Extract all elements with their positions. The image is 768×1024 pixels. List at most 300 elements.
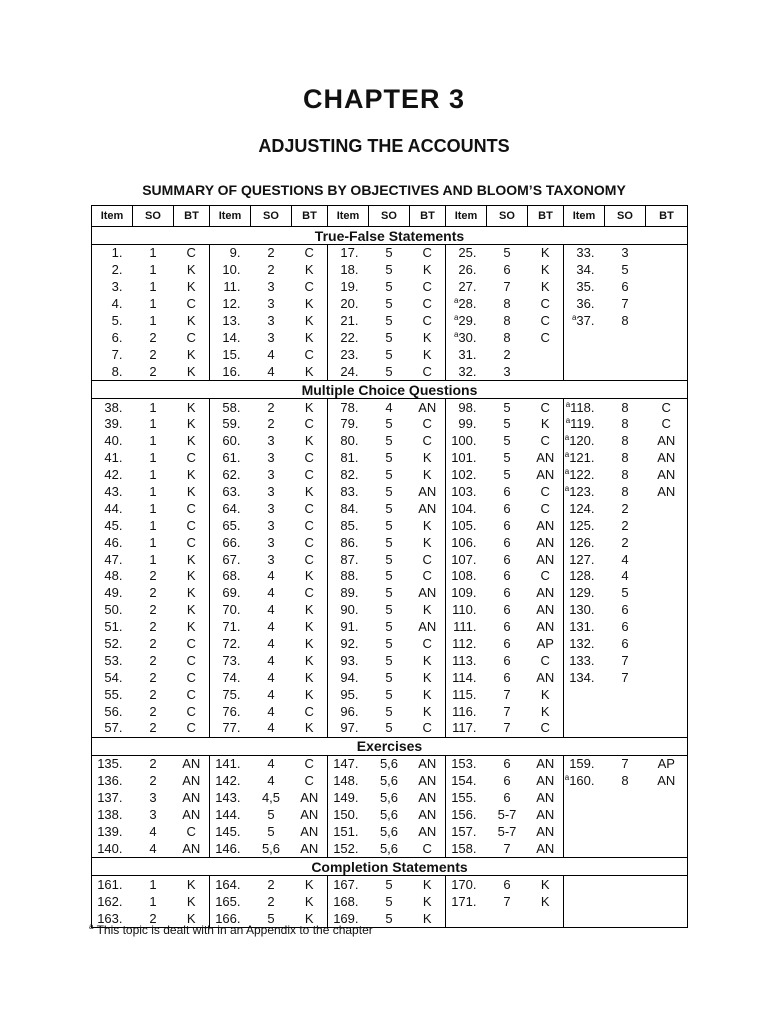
item-cell: 135.	[92, 755, 133, 772]
item-cell: 169.	[328, 910, 369, 927]
bt-cell: C	[410, 416, 446, 433]
item-cell: 61.	[210, 450, 251, 467]
item-cell: 115.	[446, 686, 487, 703]
bt-cell: C	[174, 450, 210, 467]
bt-cell: K	[174, 568, 210, 585]
table-row	[92, 773, 688, 790]
item-cell: 22.	[328, 329, 369, 346]
so-cell: 6	[621, 602, 629, 618]
so-cell: 4	[267, 636, 275, 652]
item-cell: 101.	[446, 450, 487, 467]
bt-cell: K	[528, 686, 564, 703]
item-cell: 79.	[328, 416, 369, 433]
footnote-text: This topic is dealt with in an Appendix to the chapter	[93, 923, 373, 937]
section-header-row	[92, 227, 688, 245]
item-cell: 87.	[328, 551, 369, 568]
bt-cell: AN	[410, 399, 446, 416]
so-cell: 8	[621, 313, 629, 328]
item-cell: 26.	[446, 262, 487, 279]
so-cell	[605, 363, 646, 380]
so-cell: 6	[503, 534, 511, 550]
so-cell: 5	[503, 399, 511, 415]
bt-cell: C	[292, 416, 328, 433]
bt-cell: K	[174, 619, 210, 636]
bt-cell: AN	[174, 840, 210, 857]
so-cell: 4	[133, 840, 174, 857]
so-cell: 1	[149, 517, 157, 533]
item-cell: 102.	[446, 467, 487, 484]
item-cell: 6.	[92, 329, 133, 346]
bt-cell	[646, 534, 688, 551]
item-cell: 24.	[328, 363, 369, 380]
bt-cell: C	[410, 296, 446, 313]
column-header: SO	[487, 206, 528, 227]
bt-cell: AN	[528, 790, 564, 807]
item-cell: 134.	[564, 669, 605, 686]
item-cell: 157.	[446, 824, 487, 841]
so-cell: 3	[621, 245, 629, 261]
table-row	[92, 807, 688, 824]
table-row	[92, 329, 688, 346]
so-cell: 5	[385, 893, 393, 909]
so-cell: 6	[503, 568, 511, 584]
item-cell: 15.	[210, 346, 251, 363]
bt-cell: C	[174, 245, 210, 262]
bt-cell	[528, 346, 564, 363]
item-cell: 81.	[328, 450, 369, 467]
so-cell: 5	[369, 720, 410, 737]
so-cell: 2	[149, 568, 157, 584]
bt-cell: K	[174, 551, 210, 568]
bt-cell: C	[174, 636, 210, 653]
bt-cell: AN	[410, 500, 446, 517]
so-cell: 5	[267, 807, 275, 823]
bt-cell: AN	[528, 585, 564, 602]
bt-cell: C	[528, 484, 564, 501]
bt-cell: K	[528, 876, 564, 893]
bt-cell: K	[528, 416, 564, 433]
table-row	[92, 585, 688, 602]
item-cell	[564, 703, 605, 720]
so-cell: 1	[149, 534, 157, 550]
bt-cell	[646, 500, 688, 517]
so-cell: 1	[149, 500, 157, 516]
section-title: True-False Statements	[92, 227, 688, 245]
item-cell: 143.	[210, 790, 251, 807]
bt-cell: K	[292, 433, 328, 450]
so-cell: 4	[267, 652, 275, 668]
item-cell: 14.	[210, 329, 251, 346]
bt-cell: AN	[410, 773, 446, 790]
so-cell: 4	[251, 363, 292, 380]
bt-cell: AN	[410, 619, 446, 636]
so-cell: 3	[267, 517, 275, 533]
item-cell: 167.	[328, 876, 369, 893]
item-cell: 54.	[92, 669, 133, 686]
item-cell: 20.	[328, 296, 369, 313]
item-cell: 141.	[210, 755, 251, 772]
so-cell: 7	[487, 720, 528, 737]
table-row	[92, 602, 688, 619]
item-cell: 91.	[328, 619, 369, 636]
item-cell: 25.	[446, 245, 487, 262]
item-cell: 107.	[446, 551, 487, 568]
so-cell: 1	[149, 467, 157, 483]
bt-cell: C	[292, 245, 328, 262]
item-cell: 163.	[92, 910, 133, 927]
chapter-title: CHAPTER 3	[302, 84, 466, 114]
so-cell: 2	[267, 876, 275, 892]
so-cell: 5	[385, 296, 393, 312]
so-cell: 5	[385, 551, 393, 567]
so-cell: 6	[503, 636, 511, 652]
so-cell: 8	[621, 773, 629, 789]
bt-cell: K	[292, 262, 328, 279]
item-cell: 95.	[328, 686, 369, 703]
bt-cell: K	[174, 876, 210, 893]
bt-cell: C	[410, 279, 446, 296]
bt-cell: K	[410, 686, 446, 703]
so-cell: 4	[621, 551, 629, 567]
summary-table	[91, 205, 688, 928]
so-cell: 7	[503, 279, 511, 295]
item-cell: 59.	[210, 416, 251, 433]
item-cell: 106.	[446, 534, 487, 551]
item-cell: 53.	[92, 652, 133, 669]
so-cell: 2	[503, 346, 511, 362]
item-number: 29.	[458, 313, 477, 328]
item-cell: 165.	[210, 893, 251, 910]
bt-cell: K	[292, 720, 328, 737]
so-cell: 4	[267, 756, 275, 772]
so-cell: 7	[621, 296, 629, 312]
bt-cell: C	[292, 703, 328, 720]
section-header-row	[92, 737, 688, 755]
bt-cell: K	[174, 602, 210, 619]
so-cell: 2	[267, 893, 275, 909]
bt-cell: AN	[174, 790, 210, 807]
item-cell: 23.	[328, 346, 369, 363]
bt-cell	[646, 636, 688, 653]
item-cell: 146.	[210, 840, 251, 857]
appendix-mark: a	[565, 399, 571, 409]
bt-cell: C	[410, 720, 446, 737]
so-cell: 4	[267, 686, 275, 702]
so-cell	[605, 824, 646, 841]
item-cell	[564, 484, 605, 501]
so-cell: 3	[267, 484, 275, 500]
bt-cell: C	[174, 824, 210, 841]
bt-cell: AN	[292, 807, 328, 824]
item-cell: 46.	[92, 534, 133, 551]
item-cell: 38.	[92, 399, 133, 416]
bt-cell: C	[528, 652, 564, 669]
bt-cell: K	[292, 876, 328, 893]
so-cell: 6	[503, 619, 511, 635]
so-cell: 4	[621, 568, 629, 584]
so-cell: 2	[133, 720, 174, 737]
item-cell	[564, 329, 605, 346]
so-cell: 6	[503, 517, 511, 533]
item-cell: 55.	[92, 686, 133, 703]
so-cell: 7	[621, 669, 629, 685]
item-cell: 66.	[210, 534, 251, 551]
item-cell: 12.	[210, 296, 251, 313]
item-cell: 149.	[328, 790, 369, 807]
bt-cell: AN	[646, 433, 688, 450]
item-cell: 156.	[446, 807, 487, 824]
so-cell: 5	[385, 450, 393, 466]
bt-cell	[646, 279, 688, 296]
bt-cell: C	[528, 500, 564, 517]
table-row	[92, 262, 688, 279]
so-cell: 1	[149, 313, 157, 328]
so-cell: 4	[267, 619, 275, 635]
so-cell: 2	[267, 416, 275, 432]
so-cell: 5,6	[379, 790, 399, 806]
so-cell: 5,6	[379, 823, 399, 839]
so-cell: 7	[621, 652, 629, 668]
table-row	[92, 467, 688, 484]
so-cell: 6	[503, 669, 511, 685]
so-cell: 5	[503, 450, 511, 466]
item-cell: 145.	[210, 824, 251, 841]
so-cell: 1	[149, 484, 157, 500]
item-cell: 80.	[328, 433, 369, 450]
item-cell: 44.	[92, 500, 133, 517]
bt-cell: K	[410, 876, 446, 893]
item-cell: 40.	[92, 433, 133, 450]
item-cell: 18.	[328, 262, 369, 279]
bt-cell	[646, 686, 688, 703]
table-row	[92, 399, 688, 416]
item-cell: 109.	[446, 585, 487, 602]
bt-cell: K	[410, 669, 446, 686]
bt-cell	[646, 840, 688, 857]
item-cell: 65.	[210, 517, 251, 534]
bt-cell: K	[174, 484, 210, 501]
table-header-row	[92, 206, 688, 227]
bt-cell: AN	[528, 840, 564, 857]
table-row	[92, 790, 688, 807]
bt-cell: K	[410, 910, 446, 927]
item-cell: 52.	[92, 636, 133, 653]
bt-cell: K	[292, 893, 328, 910]
so-cell: 6	[503, 551, 511, 567]
section-title: Completion Statements	[92, 858, 688, 876]
table-row	[92, 279, 688, 296]
so-cell: 5	[385, 636, 393, 652]
table-row	[92, 824, 688, 841]
table-row	[92, 893, 688, 910]
so-cell: 5	[503, 467, 511, 483]
bt-cell: C	[528, 433, 564, 450]
so-cell	[605, 703, 646, 720]
bt-cell	[646, 329, 688, 346]
so-cell: 5	[385, 279, 393, 295]
item-cell: 128.	[564, 568, 605, 585]
so-cell: 6	[621, 619, 629, 635]
so-cell: 8	[503, 296, 511, 312]
bt-cell	[646, 585, 688, 602]
bt-cell: C	[528, 399, 564, 416]
column-header: BT	[528, 206, 564, 227]
bt-cell: K	[174, 363, 210, 380]
item-cell: 136.	[92, 773, 133, 790]
bt-cell: AN	[528, 602, 564, 619]
so-cell: 5,6	[379, 756, 399, 772]
item-cell	[564, 790, 605, 807]
bt-cell: K	[528, 245, 564, 262]
bt-cell: AN	[646, 773, 688, 790]
item-cell: 139.	[92, 824, 133, 841]
so-cell: 1	[149, 296, 157, 312]
item-cell: 56.	[92, 703, 133, 720]
bt-cell	[646, 245, 688, 262]
bt-cell: K	[410, 652, 446, 669]
item-cell: 159.	[564, 755, 605, 772]
so-cell: 1	[149, 399, 157, 415]
item-cell: 68.	[210, 568, 251, 585]
bt-cell: AN	[646, 450, 688, 467]
so-cell: 5	[369, 363, 410, 380]
bt-cell: C	[292, 517, 328, 534]
item-cell	[564, 910, 605, 927]
table-row	[92, 517, 688, 534]
so-cell: 7	[503, 686, 511, 702]
so-cell: 2	[149, 669, 157, 685]
item-cell: 171.	[446, 893, 487, 910]
bt-cell: K	[292, 686, 328, 703]
so-cell: 2	[621, 534, 629, 550]
item-cell: 36.	[564, 296, 605, 313]
appendix-mark: a	[453, 313, 459, 322]
so-cell: 5	[385, 517, 393, 533]
so-cell: 5	[385, 329, 393, 345]
bt-cell	[646, 893, 688, 910]
item-cell: 96.	[328, 703, 369, 720]
item-cell: 42.	[92, 467, 133, 484]
so-cell: 6	[503, 500, 511, 516]
so-cell: 5	[503, 433, 511, 449]
bt-cell	[646, 669, 688, 686]
table-row	[92, 652, 688, 669]
so-cell: 5	[385, 500, 393, 516]
item-cell: 60.	[210, 433, 251, 450]
so-cell: 1	[149, 279, 157, 295]
item-cell: 105.	[446, 517, 487, 534]
item-cell: 58.	[210, 399, 251, 416]
bt-cell	[646, 602, 688, 619]
so-cell: 1	[149, 876, 157, 892]
item-cell: 83.	[328, 484, 369, 501]
bt-cell: C	[292, 773, 328, 790]
column-header: SO	[605, 206, 646, 227]
item-cell: 39.	[92, 416, 133, 433]
bt-cell: K	[292, 568, 328, 585]
item-cell: 76.	[210, 703, 251, 720]
bt-cell: AN	[174, 755, 210, 772]
so-cell: 8	[621, 399, 629, 415]
table-row	[92, 245, 688, 262]
so-cell: 1	[149, 262, 157, 278]
bt-cell	[646, 568, 688, 585]
so-cell: 2	[149, 619, 157, 635]
item-cell: 72.	[210, 636, 251, 653]
so-cell	[487, 910, 528, 927]
so-cell: 2	[267, 262, 275, 278]
item-cell: 69.	[210, 585, 251, 602]
bt-cell: K	[410, 893, 446, 910]
item-cell: 13.	[210, 313, 251, 330]
column-header: Item	[210, 206, 251, 227]
item-cell	[564, 450, 605, 467]
bt-cell: AN	[528, 517, 564, 534]
item-cell: 21.	[328, 313, 369, 330]
column-header: Item	[564, 206, 605, 227]
bt-cell: K	[174, 279, 210, 296]
appendix-mark: a	[453, 296, 459, 306]
item-number: 118.	[570, 399, 595, 415]
item-cell: 108.	[446, 568, 487, 585]
bt-cell: K	[292, 399, 328, 416]
so-cell: 5-7	[497, 807, 517, 823]
so-cell: 5	[621, 585, 629, 601]
item-cell	[564, 399, 605, 416]
bt-cell: AN	[292, 790, 328, 807]
so-cell: 3	[487, 363, 528, 380]
footnote-mark: a	[89, 922, 94, 931]
so-cell	[605, 346, 646, 363]
bt-cell	[646, 363, 688, 380]
so-cell: 5-7	[497, 823, 517, 839]
so-cell: 5	[621, 262, 629, 278]
so-cell: 8	[621, 467, 629, 483]
bt-cell: K	[292, 484, 328, 501]
bt-cell: C	[292, 551, 328, 568]
item-cell: 27.	[446, 279, 487, 296]
item-cell: 152.	[328, 840, 369, 857]
chapter-subtitle: ADJUSTING THE ACCOUNTS	[258, 136, 510, 156]
so-cell: 5	[385, 568, 393, 584]
bt-cell: K	[292, 910, 328, 927]
so-cell	[605, 876, 646, 893]
so-cell: 2	[133, 363, 174, 380]
item-cell: 168.	[328, 893, 369, 910]
item-cell: 127.	[564, 551, 605, 568]
bt-cell: AN	[528, 534, 564, 551]
so-cell: 8	[503, 313, 511, 328]
item-cell: 70.	[210, 602, 251, 619]
appendix-mark: a	[564, 433, 570, 443]
so-cell: 5,6	[379, 773, 399, 789]
so-cell: 6	[621, 636, 629, 652]
bt-cell	[646, 619, 688, 636]
bt-cell	[646, 876, 688, 893]
item-cell: 10.	[210, 262, 251, 279]
item-cell: 93.	[328, 652, 369, 669]
bt-cell: K	[410, 517, 446, 534]
item-cell: 113.	[446, 652, 487, 669]
bt-cell	[528, 910, 564, 927]
item-cell: 114.	[446, 669, 487, 686]
bt-cell: C	[410, 551, 446, 568]
so-cell: 2	[149, 652, 157, 668]
bt-cell: K	[292, 636, 328, 653]
item-cell: 5.	[92, 313, 133, 330]
item-cell: 164.	[210, 876, 251, 893]
so-cell: 3	[267, 534, 275, 550]
